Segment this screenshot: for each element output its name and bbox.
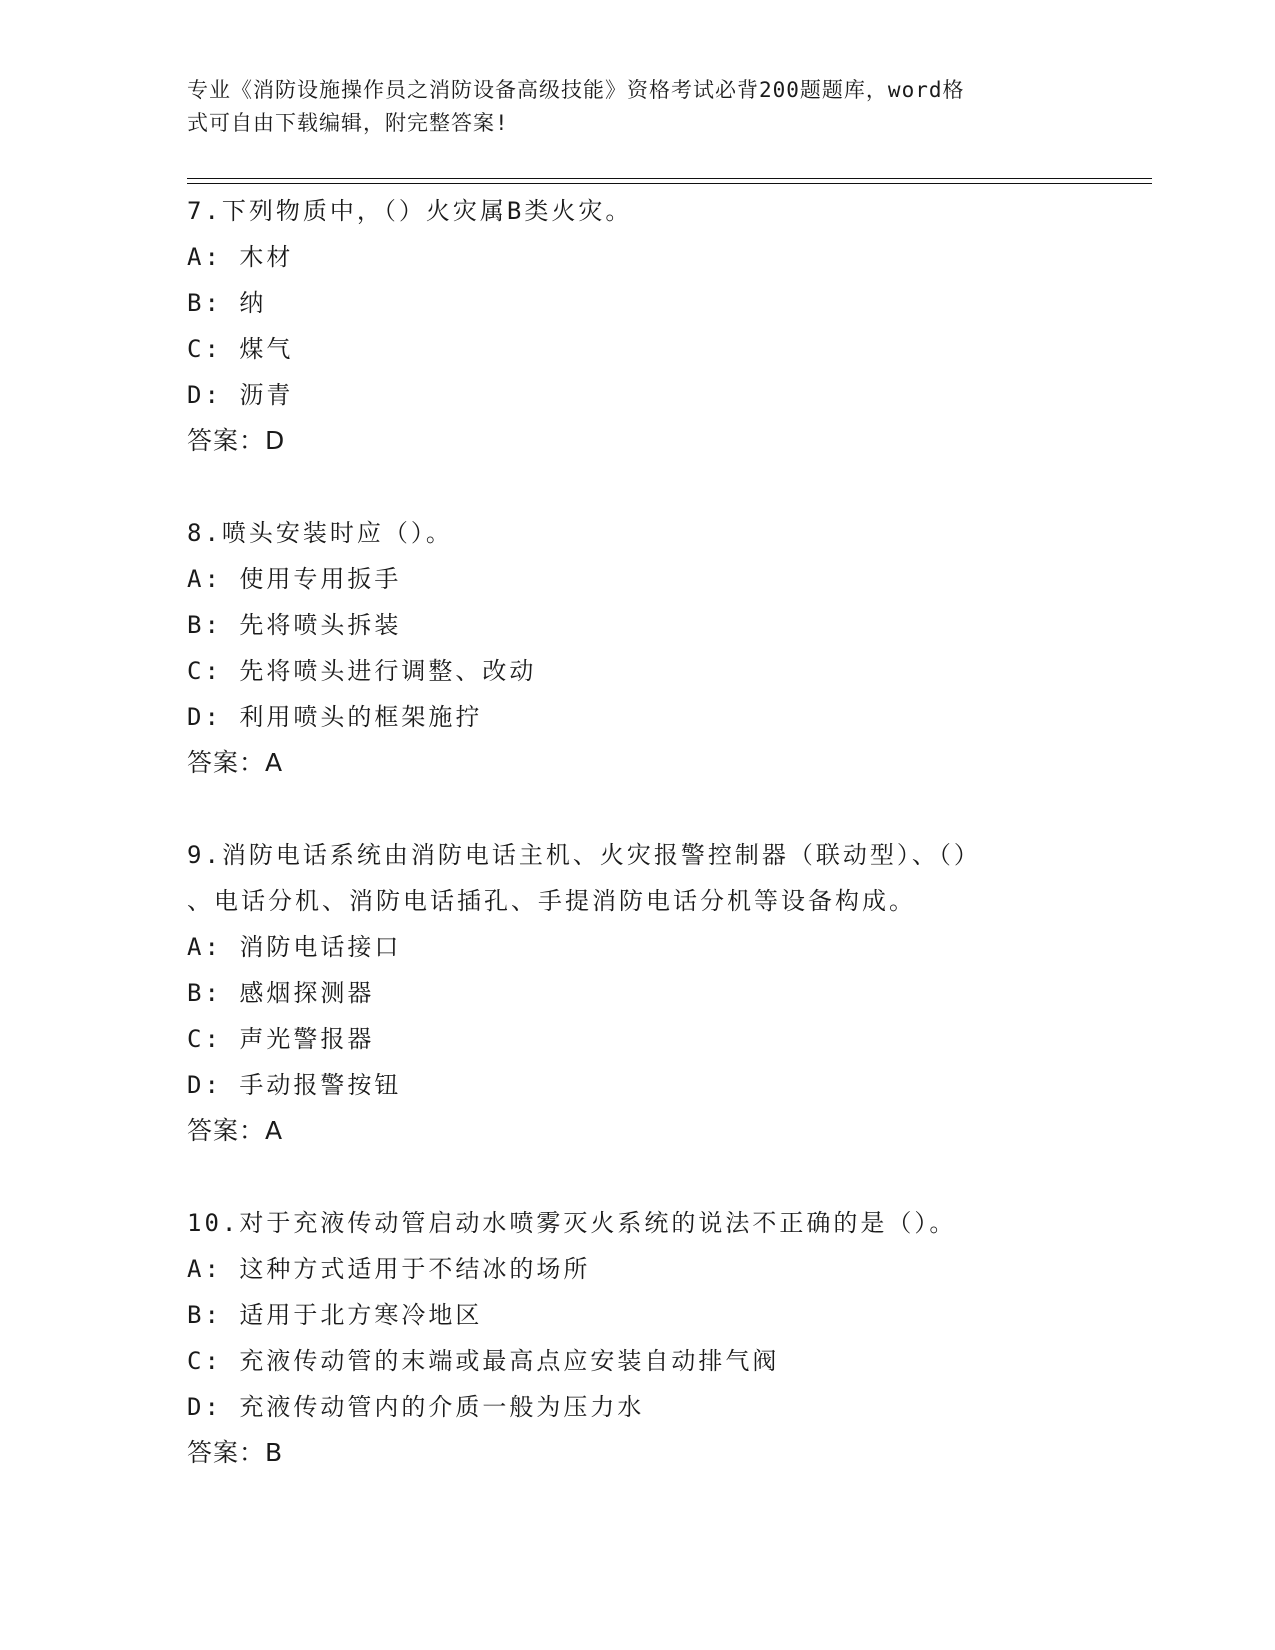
header-divider-top xyxy=(187,178,1152,179)
question-text-continued: 、电话分机、消防电话插孔、手提消防电话分机等设备构成。 xyxy=(187,887,916,915)
header-line-2: 式可自由下载编辑，附完整答案! xyxy=(187,111,509,135)
option-d: D: 手动报警按钮 xyxy=(187,1071,402,1099)
question-10 xyxy=(187,1200,1147,1476)
question-text: 7.下列物质中，（）火灾属B类火灾。 xyxy=(187,197,633,225)
option-c: C: 先将喷头进行调整、改动 xyxy=(187,657,537,685)
answer: 答案：A xyxy=(187,1116,284,1145)
option-b: B: 感烟探测器 xyxy=(187,979,375,1007)
option-a: A: 消防电话接口 xyxy=(187,933,402,961)
answer: 答案：B xyxy=(187,1438,284,1467)
header-line-1: 专业《消防设施操作员之消防设备高级技能》资格考试必背200题题库，word格 xyxy=(187,78,965,102)
option-a: A: 木材 xyxy=(187,243,294,271)
option-d: D: 利用喷头的框架施拧 xyxy=(187,703,483,731)
option-c: C: 充液传动管的末端或最高点应安装自动排气阀 xyxy=(187,1347,780,1375)
option-a: A: 这种方式适用于不结冰的场所 xyxy=(187,1255,591,1283)
option-c: C: 煤气 xyxy=(187,335,294,363)
answer: 答案：A xyxy=(187,748,284,777)
option-c: C: 声光警报器 xyxy=(187,1025,375,1053)
option-b: B: 纳 xyxy=(187,289,267,317)
option-a: A: 使用专用扳手 xyxy=(187,565,402,593)
option-d: D: 充液传动管内的介质一般为压力水 xyxy=(187,1393,645,1421)
question-8 xyxy=(187,510,1147,786)
option-d: D: 沥青 xyxy=(187,381,294,409)
question-text: 10.对于充液传动管启动水喷雾灭火系统的说法不正确的是（）。 xyxy=(187,1209,957,1237)
answer: 答案：D xyxy=(187,426,286,455)
question-text: 9.消防电话系统由消防电话主机、火灾报警控制器（联动型）、（） xyxy=(187,841,981,869)
option-b: B: 先将喷头拆装 xyxy=(187,611,402,639)
document-header xyxy=(187,74,1067,140)
question-list xyxy=(187,188,1147,1522)
option-b: B: 适用于北方寒冷地区 xyxy=(187,1301,483,1329)
question-7 xyxy=(187,188,1147,464)
header-divider-bottom xyxy=(187,183,1152,184)
question-9 xyxy=(187,832,1147,1154)
question-text: 8.喷头安装时应（）。 xyxy=(187,519,453,547)
